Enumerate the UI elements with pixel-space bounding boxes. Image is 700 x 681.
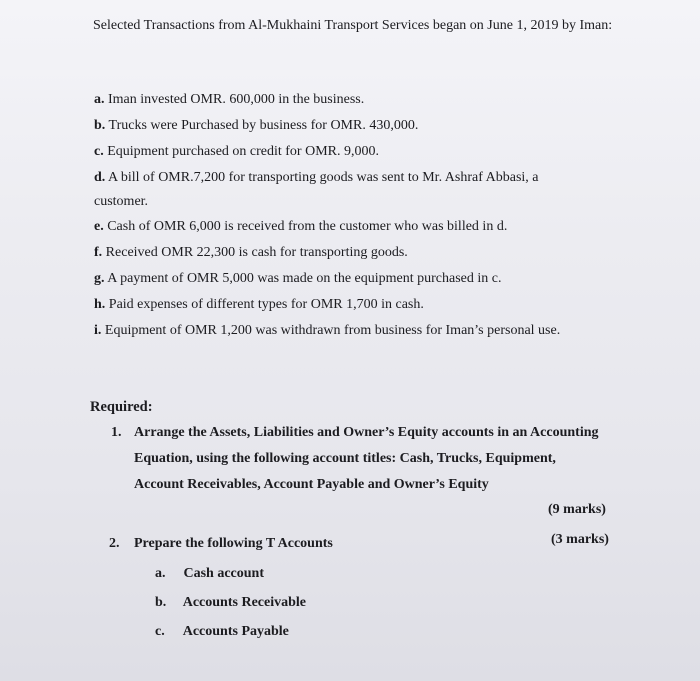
t-account-text: Cash account [183,566,265,581]
transaction-item [94,88,654,112]
transaction-letter: e. [94,219,104,234]
transaction-text: Paid expenses of different types for OMR 1,700 in cash. [108,297,424,312]
t-account-text: Accounts Receivable [182,595,306,610]
transaction-item [94,319,654,343]
t-account-item [155,588,306,617]
t-account-item [155,617,306,646]
transaction-letter: b. [94,118,106,133]
transaction-text: Iman invested OMR. 600,000 in the business. [108,92,365,107]
transaction-letter: i. [94,323,102,338]
transaction-item [94,166,564,214]
requirement-number: 2. [109,536,120,551]
transaction-list [94,88,654,345]
transaction-item [94,267,654,291]
requirement-1 [111,420,611,498]
transaction-text: A payment of OMR 5,000 was made on the equipment purchased in c. [107,271,502,286]
transaction-item [94,114,654,138]
t-account-letter: a. [155,566,166,581]
required-heading: Required: [90,399,153,415]
transaction-item [94,215,654,239]
transaction-letter: f. [94,245,103,260]
transaction-letter: d. [94,170,106,185]
transaction-text: Received OMR 22,300 is cash for transporting goods. [105,245,408,260]
transaction-item [94,140,654,164]
transaction-text: Equipment purchased on credit for OMR. 9,000. [107,144,379,159]
t-account-item [155,559,306,588]
transaction-letter: h. [94,297,106,312]
requirement-1-marks: (9 marks) [548,502,606,517]
requirement-2-marks: (3 marks) [551,532,609,547]
t-account-text: Accounts Payable [182,624,289,639]
transaction-text: Cash of OMR 6,000 is received from the customer who was billed in d. [107,219,508,234]
document-heading: Selected Transactions from Al-Mukhaini Transport Services began on June 1, 2019 by Iman: [93,18,613,33]
t-account-letter: b. [155,595,167,610]
transaction-text: Equipment of OMR 1,200 was withdrawn from business for Iman’s personal use. [104,323,561,338]
transaction-item [94,241,654,265]
transaction-text: Trucks were Purchased by business for OMR. 430,000. [108,118,419,133]
requirement-text: Prepare the following T Accounts [134,536,333,551]
requirement-number: 1. [111,425,122,440]
transaction-letter: c. [94,144,104,159]
transaction-letter: g. [94,271,105,286]
transaction-item [94,293,654,317]
t-account-letter: c. [155,624,165,639]
transaction-text: A bill of OMR.7,200 for transporting goods was sent to Mr. Ashraf Abbasi, a customer. [94,170,539,209]
requirement-text: Arrange the Assets, Liabilities and Owner’s Equity accounts in an Accounting Equation, using the following account titles: Cash, Trucks, Equipment, Account Receivables, Account Payable and Owner’s Equity [134,425,599,492]
t-account-list [155,559,306,646]
transaction-letter: a. [94,92,105,107]
